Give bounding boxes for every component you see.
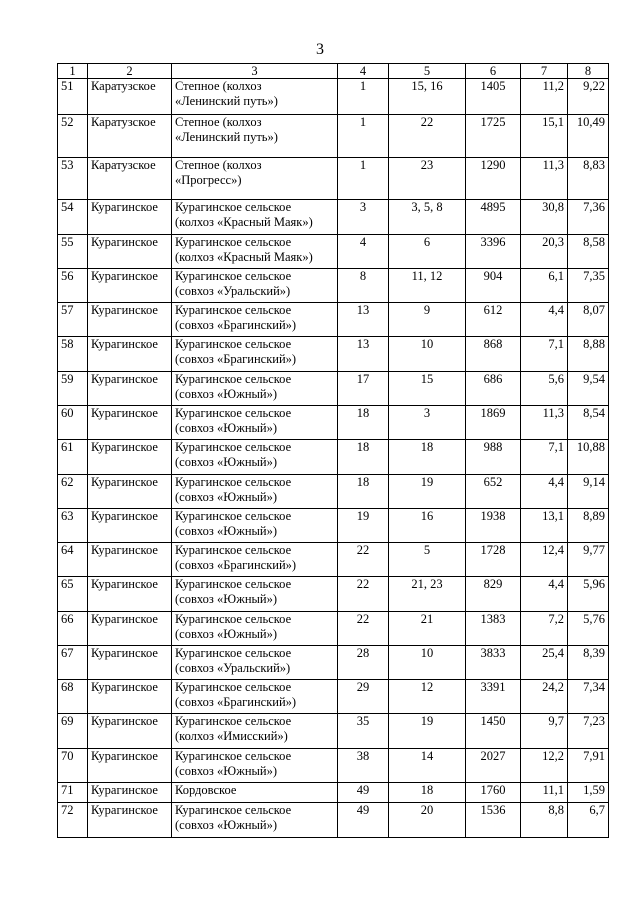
col8-value: 8,88 bbox=[568, 337, 609, 372]
col5-value: 21, 23 bbox=[389, 577, 466, 612]
row-number: 59 bbox=[58, 372, 88, 406]
col6-value: 868 bbox=[466, 337, 521, 372]
district-name: Курагинское bbox=[88, 543, 172, 577]
row-number: 71 bbox=[58, 783, 88, 803]
district-name: Курагинское bbox=[88, 714, 172, 749]
farm-name-line: (совхоз «Уральский») bbox=[175, 661, 291, 675]
farm-name bbox=[172, 440, 338, 475]
farm-name-line: Кордовское bbox=[175, 783, 237, 797]
farm-name bbox=[172, 158, 338, 200]
table-row bbox=[58, 269, 609, 303]
row-number: 68 bbox=[58, 680, 88, 714]
col6-value: 3391 bbox=[466, 680, 521, 714]
table-row bbox=[58, 406, 609, 440]
column-header-3: 3 bbox=[172, 64, 338, 79]
col6-value: 2027 bbox=[466, 749, 521, 783]
col8-value: 8,58 bbox=[568, 235, 609, 269]
table-row bbox=[58, 475, 609, 509]
col7-value: 11,2 bbox=[521, 79, 568, 115]
farm-name bbox=[172, 303, 338, 337]
farm-name-line: Курагинское сельское bbox=[175, 303, 292, 317]
row-number: 69 bbox=[58, 714, 88, 749]
col6-value: 1938 bbox=[466, 509, 521, 543]
district-name: Курагинское bbox=[88, 577, 172, 612]
farm-name-line: Курагинское сельское bbox=[175, 200, 292, 214]
table-row bbox=[58, 158, 609, 200]
col5-value: 15 bbox=[389, 372, 466, 406]
farm-name-line: Курагинское сельское bbox=[175, 406, 292, 420]
table-row bbox=[58, 372, 609, 406]
farm-name-line: Курагинское сельское bbox=[175, 337, 292, 351]
col8-value: 10,88 bbox=[568, 440, 609, 475]
farm-name bbox=[172, 79, 338, 115]
district-name: Курагинское bbox=[88, 406, 172, 440]
farm-name bbox=[172, 337, 338, 372]
row-number: 65 bbox=[58, 577, 88, 612]
col7-value: 25,4 bbox=[521, 646, 568, 680]
col6-value: 988 bbox=[466, 440, 521, 475]
farm-name bbox=[172, 714, 338, 749]
district-name: Каратузское bbox=[88, 158, 172, 200]
column-header-5: 5 bbox=[389, 64, 466, 79]
col5-value: 3, 5, 8 bbox=[389, 200, 466, 235]
row-number: 62 bbox=[58, 475, 88, 509]
district-name: Курагинское bbox=[88, 646, 172, 680]
col5-value: 6 bbox=[389, 235, 466, 269]
col7-value: 7,1 bbox=[521, 440, 568, 475]
col8-value: 7,34 bbox=[568, 680, 609, 714]
col5-value: 12 bbox=[389, 680, 466, 714]
col5-value: 23 bbox=[389, 158, 466, 200]
farm-name-line: (совхоз «Южный») bbox=[175, 490, 278, 504]
col6-value: 612 bbox=[466, 303, 521, 337]
col5-value: 19 bbox=[389, 475, 466, 509]
table-row bbox=[58, 509, 609, 543]
farm-name-line: (совхоз «Уральский») bbox=[175, 284, 291, 298]
col8-value: 5,96 bbox=[568, 577, 609, 612]
column-header-1: 1 bbox=[58, 64, 88, 79]
farm-name bbox=[172, 200, 338, 235]
farm-name-line: Степное (колхоз bbox=[175, 79, 262, 93]
row-number: 66 bbox=[58, 612, 88, 646]
col4-value: 35 bbox=[338, 714, 389, 749]
row-number: 55 bbox=[58, 235, 88, 269]
farm-name-line: Курагинское сельское bbox=[175, 749, 292, 763]
district-name: Курагинское bbox=[88, 783, 172, 803]
column-header-2: 2 bbox=[88, 64, 172, 79]
farm-name-line: Степное (колхоз bbox=[175, 158, 262, 172]
farm-name-line: «Прогресс») bbox=[175, 173, 242, 187]
col8-value: 7,35 bbox=[568, 269, 609, 303]
page-number: 3 bbox=[316, 41, 324, 58]
farm-name bbox=[172, 543, 338, 577]
table-row bbox=[58, 680, 609, 714]
col4-value: 28 bbox=[338, 646, 389, 680]
col5-value: 3 bbox=[389, 406, 466, 440]
table-row bbox=[58, 803, 609, 838]
col4-value: 18 bbox=[338, 440, 389, 475]
col7-value: 15,1 bbox=[521, 115, 568, 158]
farm-name-line: Степное (колхоз bbox=[175, 115, 262, 129]
farm-name-line: Курагинское сельское bbox=[175, 543, 292, 557]
farm-name-line: Курагинское сельское bbox=[175, 612, 292, 626]
district-name: Каратузское bbox=[88, 115, 172, 158]
farm-name bbox=[172, 803, 338, 838]
col6-value: 1405 bbox=[466, 79, 521, 115]
col7-value: 24,2 bbox=[521, 680, 568, 714]
farm-name-line: (совхоз «Южный») bbox=[175, 592, 278, 606]
farm-name bbox=[172, 235, 338, 269]
col7-value: 7,2 bbox=[521, 612, 568, 646]
farm-name bbox=[172, 269, 338, 303]
farm-name bbox=[172, 577, 338, 612]
farm-name-line: (совхоз «Южный») bbox=[175, 627, 278, 641]
district-name: Курагинское bbox=[88, 612, 172, 646]
col6-value: 829 bbox=[466, 577, 521, 612]
col8-value: 8,07 bbox=[568, 303, 609, 337]
district-name: Курагинское bbox=[88, 200, 172, 235]
column-header-8: 8 bbox=[568, 64, 609, 79]
table-row bbox=[58, 646, 609, 680]
col8-value: 9,54 bbox=[568, 372, 609, 406]
col6-value: 3396 bbox=[466, 235, 521, 269]
farm-name-line: Курагинское сельское bbox=[175, 235, 292, 249]
col8-value: 9,22 bbox=[568, 79, 609, 115]
farm-name bbox=[172, 783, 338, 803]
row-number: 60 bbox=[58, 406, 88, 440]
farm-name-line: (совхоз «Брагинский») bbox=[175, 695, 297, 709]
table-row bbox=[58, 612, 609, 646]
table-row bbox=[58, 783, 609, 803]
col5-value: 20 bbox=[389, 803, 466, 838]
farm-name-line: Курагинское сельское bbox=[175, 803, 292, 817]
col5-value: 10 bbox=[389, 646, 466, 680]
district-name: Курагинское bbox=[88, 303, 172, 337]
farm-name bbox=[172, 646, 338, 680]
col6-value: 1290 bbox=[466, 158, 521, 200]
farm-name-line: Курагинское сельское bbox=[175, 577, 292, 591]
district-name: Курагинское bbox=[88, 509, 172, 543]
col4-value: 1 bbox=[338, 158, 389, 200]
col5-value: 22 bbox=[389, 115, 466, 158]
col7-value: 7,1 bbox=[521, 337, 568, 372]
col5-value: 15, 16 bbox=[389, 79, 466, 115]
farm-name-line: Курагинское сельское bbox=[175, 680, 292, 694]
col5-value: 16 bbox=[389, 509, 466, 543]
farm-name-line: «Ленинский путь») bbox=[175, 94, 278, 108]
row-number: 63 bbox=[58, 509, 88, 543]
table-header-row bbox=[58, 64, 609, 79]
col4-value: 22 bbox=[338, 543, 389, 577]
data-table bbox=[57, 63, 609, 838]
col4-value: 4 bbox=[338, 235, 389, 269]
col4-value: 29 bbox=[338, 680, 389, 714]
district-name: Курагинское bbox=[88, 372, 172, 406]
farm-name-line: (совхоз «Южный») bbox=[175, 421, 278, 435]
table-row bbox=[58, 200, 609, 235]
col6-value: 1450 bbox=[466, 714, 521, 749]
col5-value: 10 bbox=[389, 337, 466, 372]
farm-name-line: Курагинское сельское bbox=[175, 372, 292, 386]
farm-name-line: (совхоз «Южный») bbox=[175, 387, 278, 401]
col7-value: 12,4 bbox=[521, 543, 568, 577]
col7-value: 13,1 bbox=[521, 509, 568, 543]
col4-value: 1 bbox=[338, 115, 389, 158]
row-number: 64 bbox=[58, 543, 88, 577]
district-name: Курагинское bbox=[88, 749, 172, 783]
farm-name-line: Курагинское сельское bbox=[175, 714, 292, 728]
farm-name-line: (совхоз «Южный») bbox=[175, 455, 278, 469]
col6-value: 1760 bbox=[466, 783, 521, 803]
col8-value: 7,91 bbox=[568, 749, 609, 783]
farm-name-line: (колхоз «Красный Маяк») bbox=[175, 250, 313, 264]
farm-name-line: (совхоз «Брагинский») bbox=[175, 558, 297, 572]
col5-value: 9 bbox=[389, 303, 466, 337]
farm-name-line: Курагинское сельское bbox=[175, 440, 292, 454]
farm-name-line: Курагинское сельское bbox=[175, 509, 292, 523]
row-number: 54 bbox=[58, 200, 88, 235]
table-row bbox=[58, 235, 609, 269]
col5-value: 19 bbox=[389, 714, 466, 749]
col4-value: 3 bbox=[338, 200, 389, 235]
farm-name-line: (совхоз «Южный») bbox=[175, 764, 278, 778]
col6-value: 4895 bbox=[466, 200, 521, 235]
col6-value: 1725 bbox=[466, 115, 521, 158]
table-row bbox=[58, 115, 609, 158]
col8-value: 8,39 bbox=[568, 646, 609, 680]
col4-value: 1 bbox=[338, 79, 389, 115]
col4-value: 8 bbox=[338, 269, 389, 303]
district-name: Курагинское bbox=[88, 803, 172, 838]
col7-value: 8,8 bbox=[521, 803, 568, 838]
col5-value: 18 bbox=[389, 440, 466, 475]
table-row bbox=[58, 337, 609, 372]
table-row bbox=[58, 303, 609, 337]
farm-name-line: (совхоз «Брагинский») bbox=[175, 318, 297, 332]
col8-value: 6,7 bbox=[568, 803, 609, 838]
col5-value: 18 bbox=[389, 783, 466, 803]
farm-name bbox=[172, 406, 338, 440]
column-header-7: 7 bbox=[521, 64, 568, 79]
col8-value: 7,36 bbox=[568, 200, 609, 235]
col4-value: 22 bbox=[338, 577, 389, 612]
col7-value: 4,4 bbox=[521, 475, 568, 509]
farm-name-line: (колхоз «Красный Маяк») bbox=[175, 215, 313, 229]
col4-value: 18 bbox=[338, 475, 389, 509]
col7-value: 4,4 bbox=[521, 303, 568, 337]
col4-value: 22 bbox=[338, 612, 389, 646]
col8-value: 8,89 bbox=[568, 509, 609, 543]
col8-value: 1,59 bbox=[568, 783, 609, 803]
col8-value: 10,49 bbox=[568, 115, 609, 158]
col4-value: 19 bbox=[338, 509, 389, 543]
col6-value: 1869 bbox=[466, 406, 521, 440]
farm-name-line: «Ленинский путь») bbox=[175, 130, 278, 144]
farm-name-line: Курагинское сельское bbox=[175, 646, 292, 660]
farm-name bbox=[172, 612, 338, 646]
table-body bbox=[58, 79, 609, 838]
col5-value: 5 bbox=[389, 543, 466, 577]
col5-value: 11, 12 bbox=[389, 269, 466, 303]
farm-name-line: (совхоз «Брагинский») bbox=[175, 352, 297, 366]
row-number: 53 bbox=[58, 158, 88, 200]
col4-value: 38 bbox=[338, 749, 389, 783]
col8-value: 8,83 bbox=[568, 158, 609, 200]
col6-value: 1728 bbox=[466, 543, 521, 577]
district-name: Каратузское bbox=[88, 79, 172, 115]
farm-name bbox=[172, 749, 338, 783]
row-number: 70 bbox=[58, 749, 88, 783]
col8-value: 8,54 bbox=[568, 406, 609, 440]
row-number: 57 bbox=[58, 303, 88, 337]
col7-value: 5,6 bbox=[521, 372, 568, 406]
farm-name bbox=[172, 475, 338, 509]
col7-value: 30,8 bbox=[521, 200, 568, 235]
table-row bbox=[58, 543, 609, 577]
col6-value: 3833 bbox=[466, 646, 521, 680]
district-name: Курагинское bbox=[88, 269, 172, 303]
row-number: 52 bbox=[58, 115, 88, 158]
col6-value: 1536 bbox=[466, 803, 521, 838]
col7-value: 12,2 bbox=[521, 749, 568, 783]
col8-value: 9,77 bbox=[568, 543, 609, 577]
row-number: 58 bbox=[58, 337, 88, 372]
col6-value: 686 bbox=[466, 372, 521, 406]
row-number: 51 bbox=[58, 79, 88, 115]
col5-value: 21 bbox=[389, 612, 466, 646]
row-number: 56 bbox=[58, 269, 88, 303]
farm-name-line: Курагинское сельское bbox=[175, 475, 292, 489]
col8-value: 9,14 bbox=[568, 475, 609, 509]
column-header-4: 4 bbox=[338, 64, 389, 79]
col4-value: 49 bbox=[338, 783, 389, 803]
col4-value: 49 bbox=[338, 803, 389, 838]
col7-value: 4,4 bbox=[521, 577, 568, 612]
farm-name-line: Курагинское сельское bbox=[175, 269, 292, 283]
farm-name bbox=[172, 680, 338, 714]
col4-value: 13 bbox=[338, 303, 389, 337]
col7-value: 9,7 bbox=[521, 714, 568, 749]
row-number: 67 bbox=[58, 646, 88, 680]
col6-value: 1383 bbox=[466, 612, 521, 646]
table-row bbox=[58, 440, 609, 475]
col4-value: 17 bbox=[338, 372, 389, 406]
table-row bbox=[58, 577, 609, 612]
col8-value: 7,23 bbox=[568, 714, 609, 749]
column-header-6: 6 bbox=[466, 64, 521, 79]
col7-value: 20,3 bbox=[521, 235, 568, 269]
row-number: 72 bbox=[58, 803, 88, 838]
col6-value: 652 bbox=[466, 475, 521, 509]
farm-name-line: (совхоз «Южный») bbox=[175, 818, 278, 832]
col7-value: 6,1 bbox=[521, 269, 568, 303]
farm-name bbox=[172, 509, 338, 543]
district-name: Курагинское bbox=[88, 337, 172, 372]
col8-value: 5,76 bbox=[568, 612, 609, 646]
farm-name bbox=[172, 372, 338, 406]
district-name: Курагинское bbox=[88, 235, 172, 269]
district-name: Курагинское bbox=[88, 440, 172, 475]
farm-name bbox=[172, 115, 338, 158]
farm-name-line: (совхоз «Южный») bbox=[175, 524, 278, 538]
col7-value: 11,3 bbox=[521, 406, 568, 440]
table-row bbox=[58, 714, 609, 749]
col6-value: 904 bbox=[466, 269, 521, 303]
row-number: 61 bbox=[58, 440, 88, 475]
table-row bbox=[58, 79, 609, 115]
farm-name-line: (колхоз «Имисский») bbox=[175, 729, 288, 743]
col7-value: 11,3 bbox=[521, 158, 568, 200]
col4-value: 13 bbox=[338, 337, 389, 372]
district-name: Курагинское bbox=[88, 680, 172, 714]
district-name: Курагинское bbox=[88, 475, 172, 509]
col7-value: 11,1 bbox=[521, 783, 568, 803]
table-row bbox=[58, 749, 609, 783]
col4-value: 18 bbox=[338, 406, 389, 440]
col5-value: 14 bbox=[389, 749, 466, 783]
